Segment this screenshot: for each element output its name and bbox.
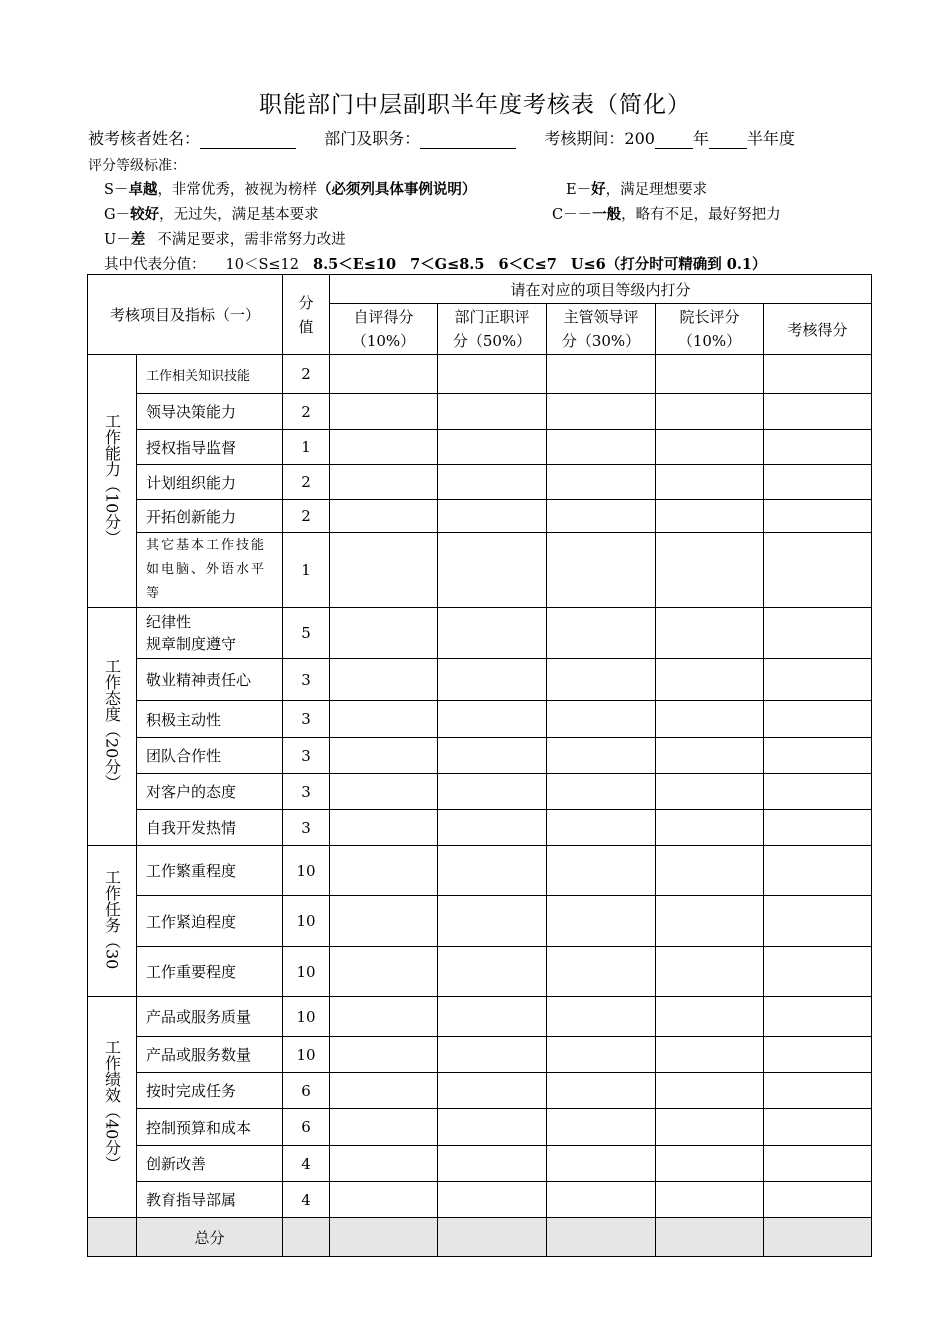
group-label: 工作能力（10分）	[88, 355, 137, 608]
standard-c	[552, 203, 781, 224]
header-dean-line2: （10%）	[677, 332, 742, 350]
item-name: 按时完成任务	[137, 1073, 283, 1109]
table-row	[88, 896, 872, 947]
item-name: 工作紧迫程度	[137, 896, 283, 947]
score-cell[interactable]	[330, 738, 438, 774]
score-cell[interactable]	[656, 1109, 764, 1146]
score-cell[interactable]	[438, 846, 547, 896]
scale-c: 6＜C≤7	[498, 256, 557, 273]
table-row	[88, 846, 872, 896]
item-score: 10	[283, 846, 330, 896]
table-row	[88, 997, 872, 1037]
score-cell[interactable]	[547, 430, 656, 465]
score-cell[interactable]	[330, 430, 438, 465]
item-name: 控制预算和成本	[137, 1109, 283, 1146]
total-cell[interactable]	[656, 1218, 764, 1257]
item-score: 2	[283, 394, 330, 430]
score-cell[interactable]	[438, 1109, 547, 1146]
score-cell[interactable]	[764, 997, 872, 1037]
scale-s: 10＜S≤12	[225, 257, 299, 273]
page-title: 职能部门中层副职半年度考核表（简化）	[259, 92, 691, 118]
group-label: 工作任务（30	[88, 846, 137, 997]
score-cell[interactable]	[656, 465, 764, 500]
standard-e	[566, 178, 707, 199]
name-label: 被考核者姓名：	[88, 129, 201, 148]
score-cell[interactable]	[547, 947, 656, 997]
score-cell[interactable]	[764, 810, 872, 846]
score-cell[interactable]	[656, 846, 764, 896]
table-row	[88, 1182, 872, 1218]
score-cell[interactable]	[547, 465, 656, 500]
half-input[interactable]	[709, 130, 747, 149]
score-cell[interactable]	[438, 533, 547, 608]
score-cell[interactable]	[330, 810, 438, 846]
score-cell[interactable]	[764, 701, 872, 738]
score-cell[interactable]	[330, 465, 438, 500]
table-row	[88, 465, 872, 500]
score-cell[interactable]	[547, 608, 656, 659]
total-label: 总分	[137, 1218, 283, 1257]
total-cell[interactable]	[547, 1218, 656, 1257]
grade-name: 差	[130, 231, 146, 248]
score-cell[interactable]	[656, 659, 764, 701]
scale-g: 7＜G≤8.5	[410, 256, 485, 273]
item-score: 5	[283, 608, 330, 659]
table-row	[88, 774, 872, 810]
standard-s	[104, 178, 476, 199]
item-score: 3	[283, 659, 330, 701]
score-cell[interactable]	[764, 846, 872, 896]
score-cell[interactable]	[438, 608, 547, 659]
item-score: 6	[283, 1109, 330, 1146]
item-name: 工作相关知识技能	[137, 355, 283, 394]
score-cell[interactable]	[547, 997, 656, 1037]
score-cell[interactable]	[656, 533, 764, 608]
score-cell[interactable]	[438, 701, 547, 738]
score-cell[interactable]	[438, 465, 547, 500]
header-instruction: 请在对应的项目等级内打分	[330, 275, 872, 304]
score-cell[interactable]	[764, 1109, 872, 1146]
table-row	[88, 533, 872, 608]
score-cell[interactable]	[438, 355, 547, 394]
item-name-line1: 纪律性	[146, 613, 192, 631]
score-cell[interactable]	[547, 659, 656, 701]
table-row	[88, 1109, 872, 1146]
score-cell[interactable]	[438, 997, 547, 1037]
item-name: 领导决策能力	[137, 394, 283, 430]
item-name: 对客户的态度	[137, 774, 283, 810]
scale-label: 其中代表分值：	[104, 257, 206, 273]
grade-desc: ，满足理想要求	[605, 182, 708, 198]
dept-input[interactable]	[420, 130, 516, 149]
item-name: 教育指导部属	[137, 1182, 283, 1218]
grade-desc: ，略有不足，最好努把力	[621, 207, 781, 223]
item-name: 团队合作性	[137, 738, 283, 774]
table-row	[88, 1146, 872, 1182]
score-cell[interactable]	[764, 394, 872, 430]
score-cell[interactable]	[656, 896, 764, 947]
score-cell[interactable]	[438, 1037, 547, 1073]
item-score: 1	[283, 533, 330, 608]
grade-code: E－	[566, 182, 592, 198]
item-score: 2	[283, 465, 330, 500]
item-name: 积极主动性	[137, 701, 283, 738]
score-cell[interactable]	[547, 500, 656, 533]
score-cell[interactable]	[330, 997, 438, 1037]
standard-u	[104, 228, 346, 249]
total-score[interactable]	[283, 1218, 330, 1257]
score-cell[interactable]	[330, 1037, 438, 1073]
score-cell[interactable]	[656, 1146, 764, 1182]
score-cell[interactable]	[764, 465, 872, 500]
score-cell[interactable]	[764, 738, 872, 774]
table-row	[88, 394, 872, 430]
grade-code: U－	[104, 232, 131, 248]
item-score: 10	[283, 896, 330, 947]
header-final: 考核得分	[764, 304, 872, 355]
score-cell[interactable]	[764, 947, 872, 997]
grade-note: （必须列具体事例说明）	[316, 181, 477, 198]
score-cell[interactable]	[438, 430, 547, 465]
score-cell[interactable]	[438, 500, 547, 533]
table-row	[88, 1037, 872, 1073]
score-cell[interactable]	[330, 1182, 438, 1218]
header-item: 考核项目及指标（一）	[88, 275, 283, 355]
grade-name: 较好	[130, 206, 160, 223]
score-cell[interactable]	[547, 1073, 656, 1109]
score-cell[interactable]	[547, 394, 656, 430]
item-score: 3	[283, 774, 330, 810]
score-cell[interactable]	[656, 997, 764, 1037]
score-cell[interactable]	[656, 355, 764, 394]
item-score: 10	[283, 997, 330, 1037]
score-cell[interactable]	[330, 608, 438, 659]
header-score	[283, 275, 330, 355]
grade-name: 一般	[592, 206, 622, 223]
examinee-info-row	[88, 126, 795, 149]
header-self-line1: 自评得分	[353, 308, 414, 326]
item-name: 工作重要程度	[137, 947, 283, 997]
header-leader	[547, 304, 656, 355]
score-cell[interactable]	[764, 608, 872, 659]
table-row	[88, 355, 872, 394]
scale-e: 8.5＜E≤10	[312, 256, 397, 273]
grade-code: S－	[104, 182, 129, 198]
header-dept	[438, 304, 547, 355]
header-leader-line1: 主管领导评	[563, 308, 639, 326]
score-cell[interactable]	[656, 608, 764, 659]
item-name: 其它基本工作技能如电脑、外语水平等	[137, 533, 283, 608]
score-cell[interactable]	[764, 1182, 872, 1218]
group-label: 工作绩效（40分）	[88, 997, 137, 1218]
item-score: 1	[283, 430, 330, 465]
total-cell[interactable]	[764, 1218, 872, 1257]
item-name: 创新改善	[137, 1146, 283, 1182]
score-cell[interactable]	[547, 533, 656, 608]
standard-g	[104, 203, 319, 224]
item-score: 4	[283, 1182, 330, 1218]
score-cell[interactable]	[438, 1146, 547, 1182]
score-cell[interactable]	[330, 394, 438, 430]
score-cell[interactable]	[764, 430, 872, 465]
item-name: 自我开发热情	[137, 810, 283, 846]
score-cell[interactable]	[547, 846, 656, 896]
score-cell[interactable]	[438, 896, 547, 947]
score-cell[interactable]	[656, 430, 764, 465]
score-cell[interactable]	[656, 394, 764, 430]
score-cell[interactable]	[764, 355, 872, 394]
score-cell[interactable]	[656, 810, 764, 846]
score-cell[interactable]	[764, 1073, 872, 1109]
score-cell[interactable]	[330, 774, 438, 810]
score-cell[interactable]	[330, 355, 438, 394]
header-dean-line1: 院长评分	[679, 308, 740, 326]
header-dean	[656, 304, 764, 355]
score-cell[interactable]	[547, 896, 656, 947]
evaluation-table	[87, 274, 872, 1257]
item-name-line2: 规章制度遵守	[146, 635, 237, 653]
score-cell[interactable]	[330, 701, 438, 738]
score-cell[interactable]	[547, 738, 656, 774]
score-cell[interactable]	[438, 738, 547, 774]
score-cell[interactable]	[438, 810, 547, 846]
score-cell[interactable]	[764, 1146, 872, 1182]
score-cell[interactable]	[330, 533, 438, 608]
score-cell[interactable]	[656, 1182, 764, 1218]
table-row	[88, 701, 872, 738]
grade-name: 好	[591, 181, 606, 198]
score-cell[interactable]	[330, 896, 438, 947]
grade-name: 卓越	[128, 181, 158, 198]
header-score-line2: 值	[298, 317, 314, 336]
score-cell[interactable]	[330, 1146, 438, 1182]
item-score: 3	[283, 701, 330, 738]
grade-desc: ，非常优秀，被视为榜样	[157, 182, 317, 198]
score-cell[interactable]	[764, 774, 872, 810]
group-label: 工作态度（20分）	[88, 608, 137, 846]
score-cell[interactable]	[547, 701, 656, 738]
score-cell[interactable]	[438, 394, 547, 430]
header-self-line2: （10%）	[351, 332, 416, 350]
score-cell[interactable]	[330, 846, 438, 896]
score-cell[interactable]	[764, 659, 872, 701]
name-input[interactable]	[200, 130, 296, 149]
score-cell[interactable]	[438, 1073, 547, 1109]
score-cell[interactable]	[656, 738, 764, 774]
score-cell[interactable]	[656, 774, 764, 810]
score-cell[interactable]	[330, 1073, 438, 1109]
grade-desc: ，无过失，满足基本要求	[159, 207, 319, 223]
year-label: 年	[692, 129, 709, 148]
header-leader-line2: 分（30%）	[561, 332, 641, 350]
score-cell[interactable]	[438, 1182, 547, 1218]
score-cell[interactable]	[547, 774, 656, 810]
header-score-line1: 分	[298, 293, 314, 312]
item-score: 3	[283, 810, 330, 846]
score-cell[interactable]	[764, 1037, 872, 1073]
score-cell[interactable]	[438, 947, 547, 997]
score-cell[interactable]	[656, 500, 764, 533]
header-dept-line1: 部门正职评	[454, 308, 530, 326]
standards-title: 评分等级标准：	[88, 158, 186, 174]
score-cell[interactable]	[330, 1109, 438, 1146]
score-cell[interactable]	[656, 947, 764, 997]
item-score: 4	[283, 1146, 330, 1182]
total-row	[88, 1218, 872, 1257]
score-cell[interactable]	[547, 1037, 656, 1073]
total-blank	[88, 1218, 137, 1257]
score-cell[interactable]	[764, 500, 872, 533]
year-input[interactable]	[655, 130, 693, 149]
item-name: 敬业精神责任心	[137, 659, 283, 701]
score-cell[interactable]	[656, 701, 764, 738]
item-score: 10	[283, 947, 330, 997]
item-name: 授权指导监督	[137, 430, 283, 465]
score-cell[interactable]	[547, 810, 656, 846]
table-row	[88, 810, 872, 846]
item-score: 6	[283, 1073, 330, 1109]
item-score: 2	[283, 355, 330, 394]
table-row	[88, 430, 872, 465]
item-name: 开拓创新能力	[137, 500, 283, 533]
header-dept-line2: 分（50%）	[452, 332, 532, 350]
score-cell[interactable]	[438, 659, 547, 701]
item-name	[137, 608, 283, 659]
scale-note: （打分时可精确到 0.1）	[605, 256, 767, 273]
score-cell[interactable]	[547, 1109, 656, 1146]
total-cell[interactable]	[330, 1218, 438, 1257]
score-cell[interactable]	[547, 355, 656, 394]
item-score: 3	[283, 738, 330, 774]
grade-code: C－－	[552, 207, 593, 223]
score-cell[interactable]	[330, 947, 438, 997]
score-cell[interactable]	[547, 1146, 656, 1182]
item-score: 10	[283, 1037, 330, 1073]
table-row	[88, 1073, 872, 1109]
score-cell[interactable]	[438, 774, 547, 810]
score-cell[interactable]	[764, 896, 872, 947]
period-label: 考核期间：200	[544, 129, 655, 148]
grade-desc: 不满足要求，需非常努力改进	[157, 232, 346, 248]
score-cell[interactable]	[656, 1073, 764, 1109]
item-score: 2	[283, 500, 330, 533]
score-cell[interactable]	[547, 1182, 656, 1218]
table-row	[88, 500, 872, 533]
grade-code: G－	[104, 207, 131, 223]
item-name: 计划组织能力	[137, 465, 283, 500]
table-row	[88, 947, 872, 997]
score-cell[interactable]	[330, 500, 438, 533]
header-self	[330, 304, 438, 355]
total-cell[interactable]	[438, 1218, 547, 1257]
item-name: 工作繁重程度	[137, 846, 283, 896]
score-cell[interactable]	[656, 1037, 764, 1073]
table-row	[88, 659, 872, 701]
table-row	[88, 738, 872, 774]
item-name: 产品或服务数量	[137, 1037, 283, 1073]
table-row	[88, 608, 872, 659]
scale-u: U≤6	[570, 256, 606, 273]
score-cell[interactable]	[330, 659, 438, 701]
half-year-label: 半年度	[746, 129, 795, 148]
dept-label: 部门及职务：	[324, 129, 421, 148]
score-cell[interactable]	[764, 533, 872, 608]
score-scale	[104, 253, 767, 274]
item-name: 产品或服务质量	[137, 997, 283, 1037]
